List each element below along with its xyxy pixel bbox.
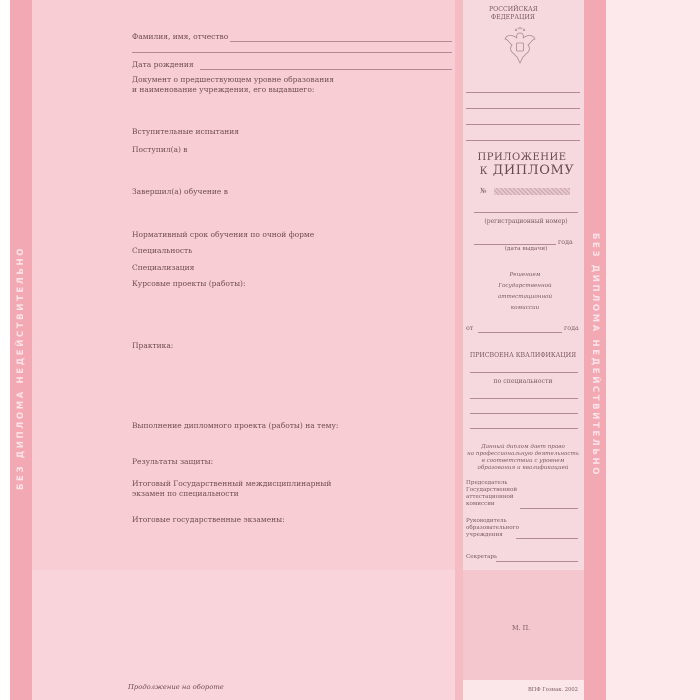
head-line-1: Руководитель <box>466 518 507 524</box>
decision-date-line <box>478 332 562 333</box>
year-word: года <box>558 239 573 246</box>
head-line-3: учреждения <box>466 532 503 538</box>
right-line-1 <box>466 92 580 93</box>
title-k-diplomu <box>472 163 582 178</box>
year-word-2: года <box>564 325 579 332</box>
specialty-line-2 <box>470 413 578 414</box>
from-word: от <box>466 325 474 332</box>
chair-line-2: Государственной <box>466 487 518 493</box>
state-exams-label: Итоговые государственные экзамены: <box>132 515 285 524</box>
chair-line-3: аттестационной <box>466 494 514 500</box>
decision-line-2: Государственной <box>498 283 552 289</box>
qualification-label: ПРИСВОЕНА КВАЛИФИКАЦИЯ <box>469 352 577 359</box>
rights-line-4: образования и квалификацией <box>477 465 569 471</box>
chair-signature-line <box>520 508 578 509</box>
country-label-2: ФЕДЕРАЦИЯ <box>491 14 535 21</box>
rights-line-1: Данный диплом дает право <box>481 444 565 450</box>
chair-line-4: комиссии <box>466 501 495 507</box>
head-line-2: образовательного <box>466 525 519 531</box>
right-line-3 <box>466 124 580 125</box>
diploma-project-label: Выполнение дипломного проекта (работы) на тему: <box>132 421 339 430</box>
vertical-stamp-left: БЕЗ ДИПЛОМА НЕДЕЙСТВИТЕЛЬНО <box>16 245 26 491</box>
issue-date-label: (дата выдачи) <box>504 246 548 252</box>
rights-line-2: на профессиональную деятельность <box>467 451 579 457</box>
right-line-2 <box>466 108 580 109</box>
middle-band <box>455 0 463 700</box>
country-label-1: РОССИЙСКАЯ <box>489 6 538 13</box>
exam-label-1: Итоговый Государственный междисциплинарный <box>132 479 332 488</box>
decision-line-3: аттестационной <box>497 294 553 300</box>
head-signature-line <box>516 538 578 539</box>
specialization-label: Специализация <box>132 263 195 272</box>
by-specialty-label: по специальности <box>493 378 553 385</box>
specialty-line-3 <box>470 428 578 429</box>
printer-note: ВПФ Гознак. 2002 <box>528 687 578 693</box>
decision-line-4: комиссии <box>510 305 540 311</box>
specialty-line-1 <box>470 398 578 399</box>
decision-line-1: Решением <box>509 272 541 278</box>
chair-line-1: Председатель <box>466 480 508 486</box>
coursework-label: Курсовые проекты (работы): <box>132 279 246 288</box>
seal-label: М. П. <box>512 624 531 632</box>
exam-label-2: экзамен по специальности <box>132 489 239 498</box>
finished-label: Завершил(а) обучение в <box>132 187 228 196</box>
document-label-2: и наименование учреждения, его выдавшего: <box>132 85 315 94</box>
secretary-signature-line <box>496 561 578 562</box>
left-bottom-panel <box>32 570 455 700</box>
practice-label: Практика: <box>132 341 174 350</box>
surname-line-2 <box>132 52 452 53</box>
surname-label: Фамилия, имя, отчество <box>132 32 229 41</box>
outer-right-margin <box>606 0 700 700</box>
title-prilozhenie: ПРИЛОЖЕНИЕ <box>477 152 567 163</box>
term-label: Нормативный срок обучения по очной форме <box>132 230 315 239</box>
issue-date-line <box>474 244 556 245</box>
defense-label: Результаты защиты: <box>132 457 214 466</box>
rights-line-3: в соответствии с уровнем <box>481 458 565 464</box>
title-diplomu: ДИПЛОМУ <box>492 163 575 178</box>
right-line-4 <box>466 140 580 141</box>
secretary-label: Секретарь <box>466 554 498 560</box>
reg-number-line <box>474 212 578 213</box>
reg-number-label: (регистрационный номер) <box>484 218 568 225</box>
birth-line <box>200 69 452 70</box>
vertical-stamp-right: БЕЗ ДИПЛОМА НЕДЕЙСТВИТЕЛЬНО <box>590 232 600 478</box>
qualification-line <box>470 372 578 373</box>
number-field <box>494 188 570 195</box>
enrolled-label: Поступил(а) в <box>132 145 188 154</box>
specialty-label: Специальность <box>132 246 193 255</box>
entrance-label: Вступительные испытания <box>132 127 240 136</box>
document-label-1: Документ о предшествующем уровне образования <box>132 75 334 84</box>
surname-line <box>230 41 452 42</box>
continued-note: Продолжение на обороте <box>128 683 224 691</box>
eagle-emblem-icon <box>503 27 537 67</box>
title-k: К <box>479 166 488 177</box>
number-sign: № <box>480 187 487 195</box>
birth-label: Дата рождения <box>132 60 194 69</box>
